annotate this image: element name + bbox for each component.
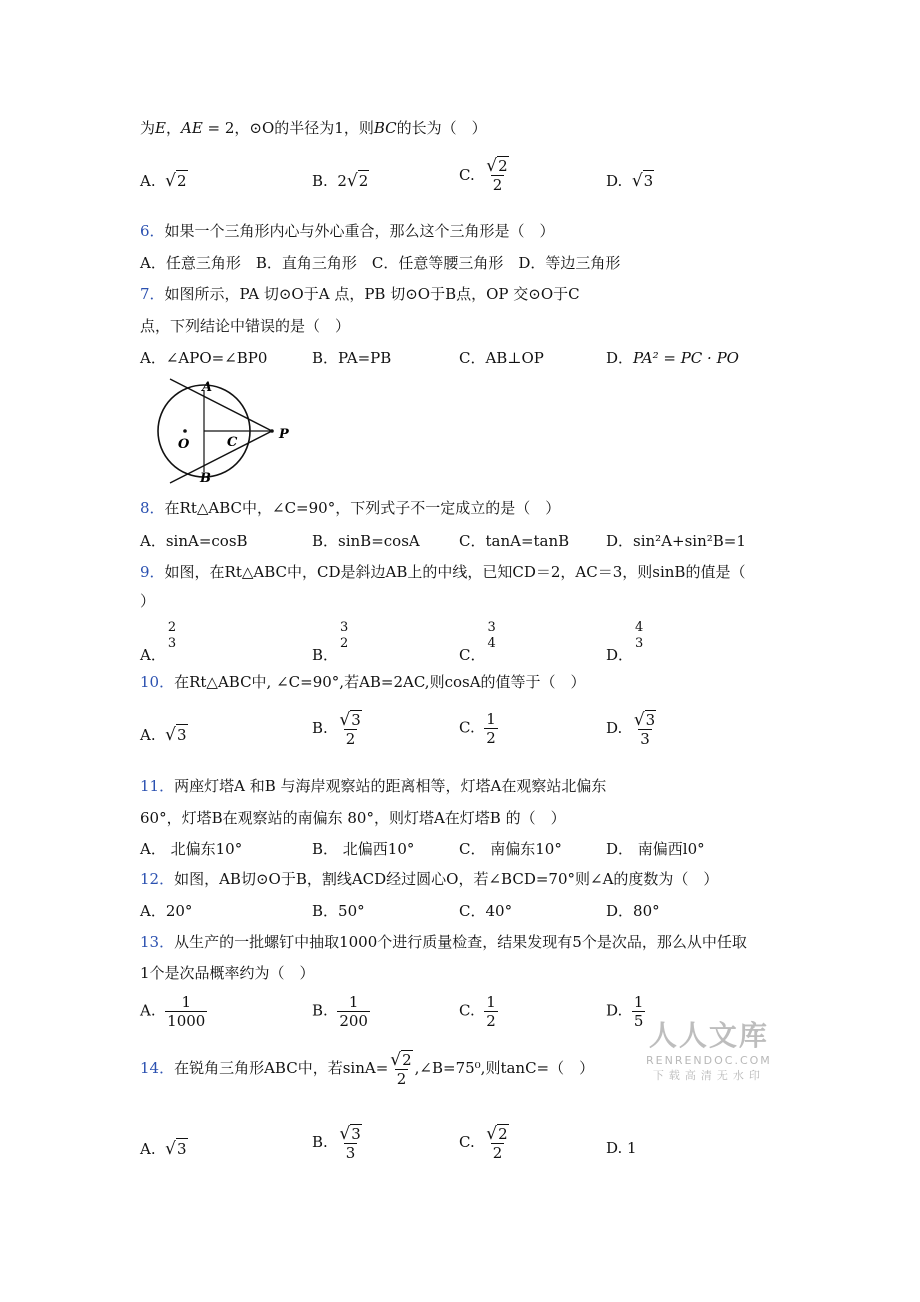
q9-option-a: A． 2 3: [140, 620, 177, 664]
q8-stem: 8．在Rt△ABC中，∠C=90°，下列式子不一定成立的是（ ）: [140, 499, 561, 517]
q11-option-c: C． 南偏东10°: [459, 840, 562, 858]
q10-stem: 10．在Rt△ABC中, ∠C=90°,若AB=2AC,则cosA的值等于（ ）: [140, 673, 586, 691]
point-o: [183, 429, 187, 433]
q12-option-c: C．40°: [459, 902, 513, 920]
q10-option-d: D. √ 3 3: [606, 710, 656, 748]
q8-option-c: C．tanA=tanB: [459, 532, 570, 550]
q13-option-a: A. $\frac{1}{1000}$: [140, 993, 206, 1030]
q11-option-b: B． 北偏西10°: [312, 840, 415, 858]
q10-option-c: C. $\frac{1}{2}$: [459, 710, 496, 747]
q9-stem-2: ）: [140, 592, 156, 610]
q9-stem-1: 9．如图，在Rt△ABC中，CD是斜边AB上的中线，已知CD＝2，AC＝3，则sinB的值是（: [140, 563, 746, 581]
label-o: O: [178, 437, 190, 452]
label-a: A: [202, 380, 213, 395]
watermark-domain: RENRENDOC.COM: [646, 1054, 772, 1067]
q6-stem: 6．如果一个三角形内心与外心重合，那么这个三角形是（ ）: [140, 222, 555, 240]
q7-figure: [136, 376, 296, 486]
q5-option-b: B. 2 √ 2: [312, 171, 369, 191]
q5-option-a: A. √ 2: [140, 171, 187, 191]
q14-option-a: A. √ 3: [140, 1139, 187, 1159]
label-b: B: [200, 471, 211, 486]
q10-option-b: B. √ 3 2: [312, 710, 361, 748]
label-p: P: [279, 427, 289, 442]
q7-stem-1: 7．如图所示，PA 切⊙O于A 点，PB 切⊙O于B点，OP 交⊙O于C: [140, 285, 580, 303]
q8-option-a: A．sinA=cosB: [140, 532, 248, 550]
q13-option-d: D. $\frac{1}{5}$: [606, 993, 644, 1030]
q7-option-b: B．PA=PB: [312, 349, 392, 367]
q7-option-d: D．PA² = PC · PO: [606, 349, 739, 367]
q11-option-a: A． 北偏东10°: [140, 840, 243, 858]
q7-option-c: C．AB⊥OP: [459, 349, 544, 367]
q13-stem-2: 1个是次品概率约为（ ）: [140, 964, 315, 982]
q7-option-a: A．∠APO=∠BP0: [140, 349, 268, 367]
q14-option-b: B. √ 3 3: [312, 1124, 361, 1162]
q7-stem-2: 点，下列结论中错误的是（ ）: [140, 317, 351, 335]
q10-option-a: A. √ 3: [140, 725, 187, 745]
q13-stem-1: 13．从生产的一批螺钉中抽取1000个进行质量检查，结果发现有5个是次品，那么从中任取: [140, 933, 747, 951]
q12-stem: 12．如图，AB切⊙O于B，割线ACD经过圆心O，若∠BCD=70°则∠A的度数为（ ）: [140, 870, 719, 888]
q8-option-b: B．sinB=cosA: [312, 532, 420, 550]
q12-option-a: A．20°: [140, 902, 193, 920]
q14-option-c: C. √ 2 2: [459, 1124, 508, 1162]
q13-option-c: C. $\frac{1}{2}$: [459, 993, 496, 1030]
q5-option-c: C. √ 2 2: [459, 156, 508, 194]
q8-option-d: D．sin²A+sin²B=1: [606, 532, 746, 550]
q12-option-d: D．80°: [606, 902, 660, 920]
q5-stem: 为E，AE = 2，⊙O的半径为1，则BC的长为（ ）: [140, 119, 487, 137]
q11-option-d: D． 南偏西l0°: [606, 840, 705, 858]
point-p: [270, 429, 274, 433]
q14-stem: 14．在锐角三角形ABC中，若sinA= √ 2 2 ,∠B=75⁰,则tanC=（ ）: [140, 1050, 595, 1088]
q14-option-d: D. 1: [606, 1139, 637, 1157]
q11-stem-1: 11．两座灯塔A 和B 与海岸观察站的距离相等，灯塔A在观察站北偏东: [140, 777, 607, 795]
q6-options: A．任意三角形 B．直角三角形 C．任意等腰三角形 D．等边三角形: [140, 254, 621, 272]
q9-option-d: D． 4 3: [606, 620, 644, 664]
watermark: [646, 1014, 772, 1083]
tangent-pa: [170, 379, 272, 431]
q9-option-c: C． 3 4: [459, 620, 496, 664]
watermark-title: 人人文库: [648, 1019, 769, 1052]
label-c: C: [227, 435, 238, 450]
q12-option-b: B．50°: [312, 902, 365, 920]
q13-option-b: B. $\frac{1}{200}$: [312, 993, 368, 1030]
q9-option-b: B． 3 2: [312, 620, 349, 664]
q11-stem-2: 60°，灯塔B在观察站的南偏东 80°，则灯塔A在灯塔B 的（ ）: [140, 809, 566, 827]
q5-option-d: D. √ 3: [606, 171, 654, 191]
watermark-slogan: 下载高清无水印: [652, 1069, 765, 1082]
